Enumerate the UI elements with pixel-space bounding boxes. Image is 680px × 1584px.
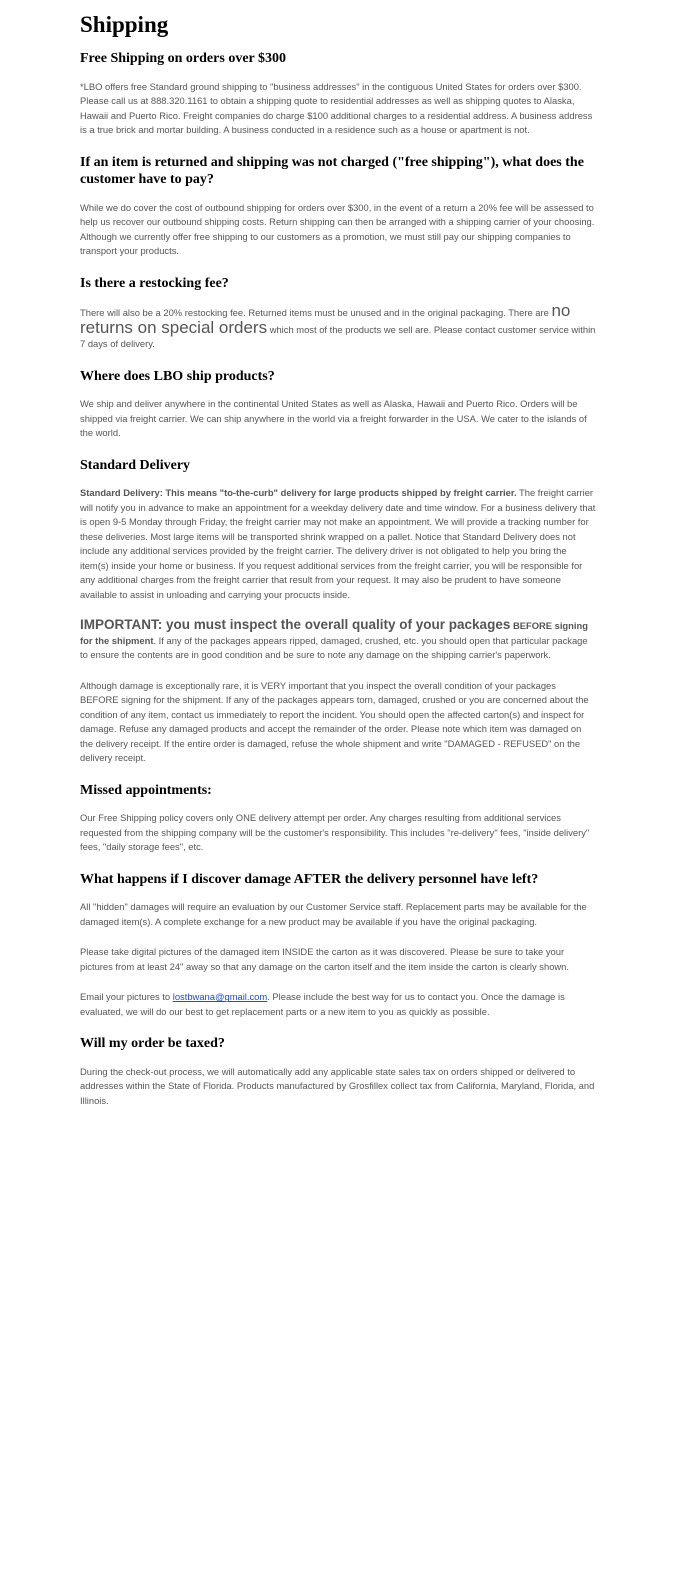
before-signing-emphasis: BEFORE signing for the shipment [80, 620, 588, 646]
taxed-heading: Will my order be taxed? [80, 1036, 225, 1052]
shipping-page [80, 12, 596, 1124]
hidden-damage-text-3 [80, 990, 596, 1019]
returned-item-heading: If an item is returned and shipping was not charged ("free shipping"), what does the customer have to pay? [80, 154, 584, 188]
restocking-fee-text [80, 301, 596, 352]
returned-item-text: While we do cover the cost of outbound shipping for orders over $300, in the event of a return a 20% fee will be assessed to help us recover our outbound shipping costs. Return shipping can then be arranged with a shipping carrier of your choosing. Although we currently offer free shipping to our customers as a promotion, we must still pay our shipping companies to transport your products. [80, 201, 595, 257]
no-returns-emphasis: no returns on special orders [80, 301, 571, 337]
standard-delivery-rest: The freight carrier will notify you in advance to make an appointment for a weekday delivery date and time window. For a business delivery that is open 9-5 Monday through Friday, the freight carrier may not make an appointment. We will provide a tracking number for these deliveries. Most large items will be transported shrink wrapped on a pallet. Notice that Standard Delivery does not include any additional services provided by the freight carrier. The delivery driver is not obligated to help you bring the item(s) inside your home or business. If you request additional services from the freight carrier, you will be responsible for any additional charges from the freight carrier that result from your request. It may also be prudent to have someone available to assist in unloading and carrying your procucts inside. [80, 487, 596, 600]
damage-inspection-text: Although damage is exceptionally rare, it is VERY important that you inspect the overall condition of your packages BEFORE signing for the shipment. If any of the packages appears torn, damaged, crushed or you are concerned about the condition of any item, contact us immediately to report the incident. You should open the affected carton(s) and inspect for damage. Refuse any damaged products and accept the remainder of the order. Please note which item was damaged on the delivery receipt. If the entire order is damaged, refuse the whole shipment and write "DAMAGED - REFUSED" on the delivery receipt. [80, 679, 589, 764]
important-emphasis: IMPORTANT: you must inspect the overall quality of your packages [80, 617, 511, 633]
missed-appointments-heading: Missed appointments: [80, 782, 212, 798]
page-title: Shipping [80, 12, 169, 37]
where-ship-heading: Where does LBO ship products? [80, 368, 275, 384]
important-text [80, 618, 596, 663]
hidden-damage-heading: What happens if I discover damage AFTER the delivery personnel have left? [80, 871, 539, 887]
restocking-text-a: There will also be a 20% restocking fee. Returned items must be unused and in the original packaging. There are [80, 307, 552, 319]
restocking-text-b: which most of the products we sell are. Please contact customer service within 7 days of delivery. [80, 323, 596, 350]
where-ship-text: We ship and deliver anywhere in the continental United States as well as Alaska, Hawaii and Puerto Rico. Orders will be shipped via freight carrier. We can ship anywhere in the world via a freight forwarder in the USA. We cater to the islands of the world. [80, 398, 587, 439]
hidden-damage-text-1: All "hidden" damages will require an evaluation by our Customer Service staff. Replacement parts may be available for the damaged item(s). A complete exchange for a new product may be available if you have the original packaging. [80, 901, 587, 927]
email-text-b: . Please include the best way for us to contact you. Once the damage is evaluated, we will do our best to get replacement parts or a new item to you as quickly as possible. [80, 991, 565, 1017]
hidden-damage-text-2: Please take digital pictures of the damaged item INSIDE the carton as it was discovered. Please be sure to take your pictures from at least 24" away so that any damage on the carton itself and the item inside the carton is clearly shown. [80, 946, 570, 972]
email-text-a: Email your pictures to [80, 991, 173, 1003]
free-shipping-heading: Free Shipping on orders over $300 [80, 51, 286, 67]
standard-delivery-lead: Standard Delivery: This means "to-the-curb" delivery for large products shipped by freight carrier. [80, 487, 517, 499]
email-link[interactable]: lostbwana@gmail.com [172, 991, 268, 1003]
missed-appointments-text: Our Free Shipping policy covers only ONE delivery attempt per order. Any charges resulting from additional services requested from the shipping company will be the customer's responsibility. This includes "re-delivery" fees, "inside delivery" fees, "daily storage fees", etc. [80, 812, 590, 853]
standard-delivery-heading: Standard Delivery [80, 457, 191, 473]
taxed-text: During the check-out process, we will automatically add any applicable state sales tax on orders shipped or delivered to addresses within the State of Florida. Products manufactured by Grosfillex collect tax from California, Maryland, Florida, and Illinois. [80, 1065, 595, 1106]
free-shipping-text: *LBO offers free Standard ground shipping to "business addresses" in the contiguous United States for orders over $300. Please call us at 888.320.1161 to obtain a shipping quote to residential addresses as well as shipping quotes to Alaska, Hawaii and Puerto Rico. Freight companies do charge $100 additional charges to a residential address. A business address is a true brick and mortar building. A business conducted in a residence such as a house or apartment is not. [80, 80, 593, 136]
important-rest: . If any of the packages appears ripped, damaged, crushed, etc. you should open that particular package to ensure the contents are in good condition and be sure to note any damage on the shipping carrier's paperwork. [80, 634, 588, 661]
standard-delivery-text [80, 486, 596, 602]
restocking-fee-heading: Is there a restocking fee? [80, 275, 229, 291]
